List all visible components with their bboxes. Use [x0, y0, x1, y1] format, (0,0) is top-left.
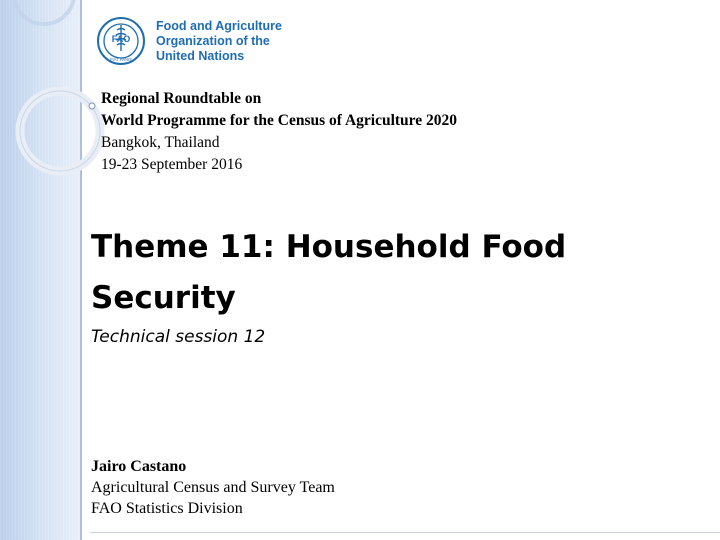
fao-emblem-icon [96, 16, 146, 66]
footer-rule [90, 532, 720, 533]
author-info [91, 456, 335, 519]
event-location: Bangkok, Thailand [101, 134, 220, 151]
author-team: Agricultural Census and Survey Team [91, 479, 335, 496]
sidebar-divider [80, 0, 82, 540]
event-info [101, 88, 457, 176]
org-name-line-1: Food and Agriculture [156, 18, 282, 33]
fao-logo [96, 16, 282, 66]
slide-subtitle: Technical session 12 [91, 327, 266, 347]
svg-text:FAO: FAO [111, 34, 131, 44]
fao-org-name [156, 19, 282, 64]
author-division: FAO Statistics Division [91, 500, 243, 517]
author-name: Jairo Castano [91, 458, 187, 475]
event-line-2: World Programme for the Census of Agriculture 2020 [101, 112, 458, 129]
slide-title: Theme 11: Household Food Security [91, 229, 567, 316]
decorative-sidebar [0, 0, 80, 540]
svg-text:FIAT PANIS: FIAT PANIS [109, 57, 133, 62]
org-name-line-3: United Nations [156, 48, 245, 63]
org-name-line-2: Organization of the [156, 33, 270, 48]
sidebar-stripes [0, 0, 80, 540]
event-line-1: Regional Roundtable on [101, 90, 262, 107]
event-dates: 19-23 September 2016 [101, 156, 243, 173]
